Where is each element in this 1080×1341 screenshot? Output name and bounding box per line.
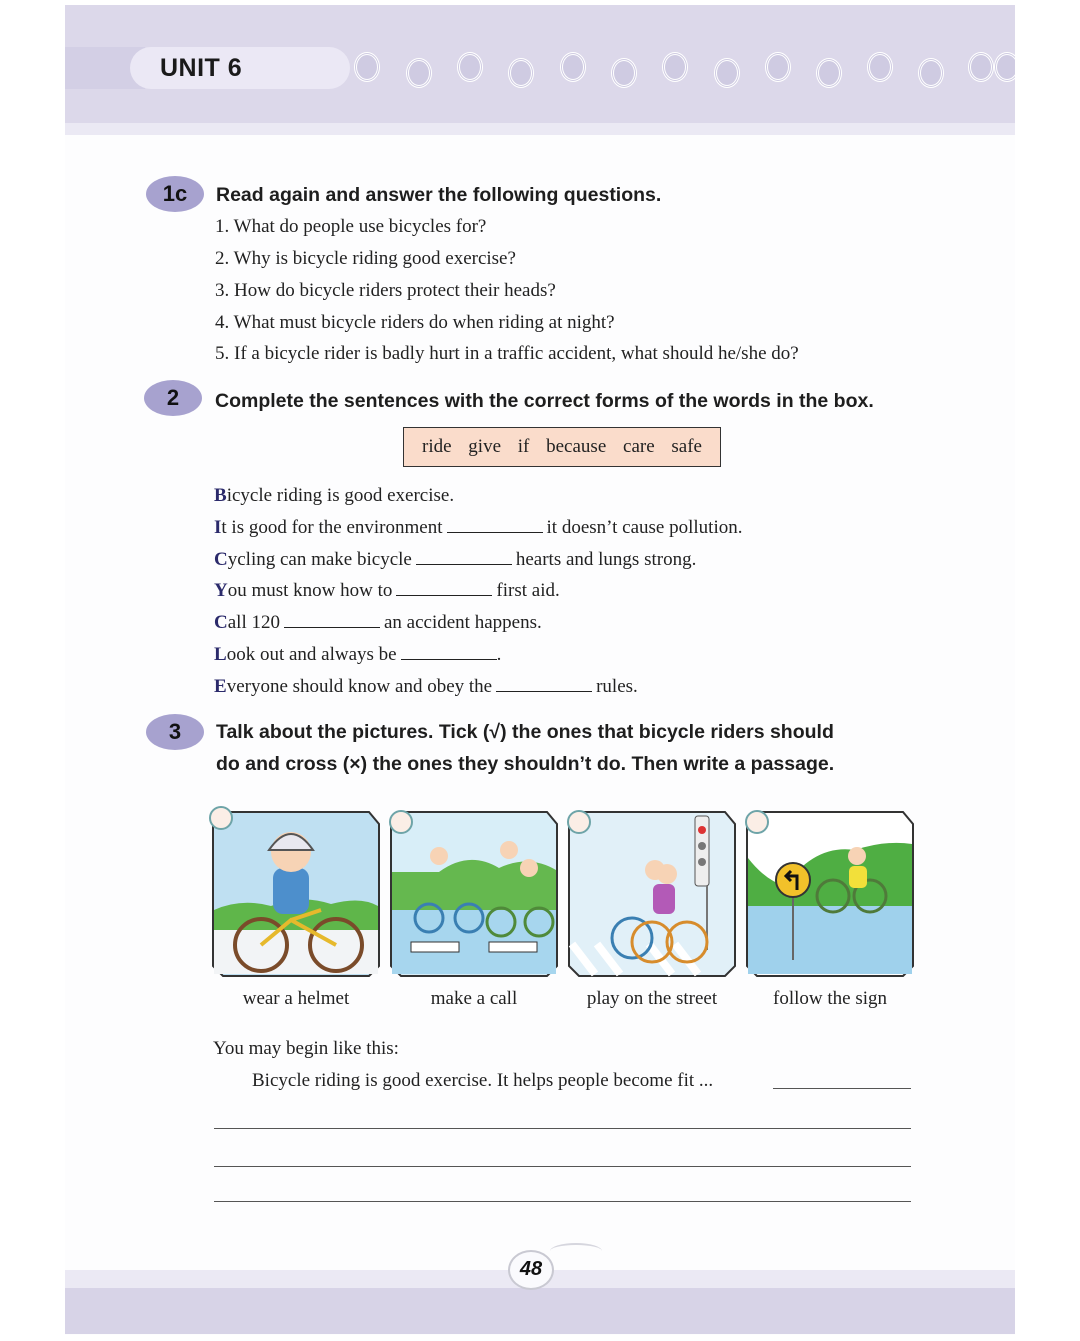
question-item: 5. If a bicycle rider is badly hurt in a traffic accident, what should he/she do? <box>215 343 799 364</box>
sentence <box>214 517 742 539</box>
word-box <box>403 427 721 467</box>
picture-caption: wear a helmet <box>242 988 350 1009</box>
answer-blank[interactable] <box>401 645 497 660</box>
ring-icon <box>994 52 1015 82</box>
ring-icon <box>354 52 380 82</box>
sentence-text: hearts and lungs strong. <box>515 549 697 570</box>
tick-circle[interactable] <box>209 806 233 830</box>
section-1c-instruction: Read again and answer the following questions. <box>216 184 662 206</box>
sentence <box>214 549 696 571</box>
tick-circle[interactable] <box>745 810 769 834</box>
sentence-initial: C <box>214 549 228 570</box>
sentence <box>214 612 542 634</box>
binder-rings <box>350 48 1015 96</box>
picture-caption: play on the street <box>586 988 718 1009</box>
ring-icon <box>508 58 534 88</box>
answer-blank[interactable] <box>496 677 592 692</box>
sentence-initial: C <box>214 612 228 633</box>
tick-circle[interactable] <box>389 810 413 834</box>
word-box-item: ride <box>422 436 452 457</box>
picture-make-call <box>389 810 559 978</box>
sentence <box>214 676 638 698</box>
sentence-text: t is good for the environment <box>221 517 443 538</box>
word-box-item: give <box>468 436 502 457</box>
writing-line[interactable] <box>214 1166 911 1167</box>
ring-icon <box>918 58 944 88</box>
sentence <box>214 485 454 507</box>
page-number: 48 <box>508 1250 554 1290</box>
tick-circle[interactable] <box>567 810 591 834</box>
traffic-sign-illustration <box>745 810 915 978</box>
sentence-text: all 120 <box>227 612 280 633</box>
picture-caption: make a call <box>430 988 518 1009</box>
phone-call-riders-illustration <box>389 810 559 978</box>
sentence-text: ou must know how to <box>227 580 393 601</box>
begin-text: Bicycle riding is good exercise. It helps people become fit ... <box>252 1070 714 1091</box>
answer-blank[interactable] <box>416 550 512 565</box>
section-badge-3: 3 <box>146 714 204 750</box>
header-strip <box>65 123 1015 135</box>
sentence-text: it doesn’t cause pollution. <box>546 517 743 538</box>
ring-icon <box>765 52 791 82</box>
sentence-text: ook out and always be <box>226 644 397 665</box>
street-play-illustration <box>567 810 737 978</box>
section-3-instruction-line2: do and cross (×) the ones they shouldn’t do. Then write a passage. <box>216 753 835 775</box>
ring-icon <box>611 58 637 88</box>
sentence-text: an accident happens. <box>383 612 542 633</box>
word-box-item: because <box>546 436 607 457</box>
sentence-initial: L <box>214 644 227 665</box>
sentence-initial: B <box>214 485 227 506</box>
question-item: 4. What must bicycle riders do when riding at night? <box>215 312 615 333</box>
sentence <box>214 644 501 666</box>
ring-icon <box>560 52 586 82</box>
sentence-initial: I <box>214 517 222 538</box>
word-box-item: safe <box>671 436 702 457</box>
begin-label: You may begin like this: <box>213 1038 399 1059</box>
sentence-initial: E <box>214 676 227 697</box>
writing-line[interactable] <box>214 1128 911 1129</box>
sentence-initial: Y <box>214 580 228 601</box>
ring-icon <box>816 58 842 88</box>
ring-icon <box>406 58 432 88</box>
word-box-item: care <box>623 436 655 457</box>
section-3-instruction-line1: Talk about the pictures. Tick (√) the ones that bicycle riders should <box>216 721 834 743</box>
word-box-item: if <box>517 436 530 457</box>
helmet-rider-illustration <box>211 810 381 978</box>
section-badge-2: 2 <box>144 380 202 416</box>
picture-play-street <box>567 810 737 978</box>
section-badge-1c: 1c <box>146 176 204 212</box>
ring-icon <box>968 52 994 82</box>
ring-icon <box>714 58 740 88</box>
question-item: 2. Why is bicycle riding good exercise? <box>215 248 516 269</box>
ring-icon <box>457 52 483 82</box>
writing-line[interactable] <box>214 1201 911 1202</box>
writing-line[interactable] <box>773 1088 911 1089</box>
sentence-text: rules. <box>596 676 638 697</box>
answer-blank[interactable] <box>396 581 492 596</box>
answer-blank[interactable] <box>284 613 380 628</box>
sentence-text: first aid. <box>496 580 560 601</box>
question-item: 3. How do bicycle riders protect their heads? <box>215 280 556 301</box>
sentence-text: . <box>496 644 502 665</box>
sentence-text: icycle riding is good exercise. <box>226 485 455 506</box>
picture-caption: follow the sign <box>773 988 887 1009</box>
picture-wear-helmet <box>211 810 381 978</box>
picture-follow-sign <box>745 810 915 978</box>
ring-icon <box>662 52 688 82</box>
sentence <box>214 580 560 602</box>
answer-blank[interactable] <box>447 518 543 533</box>
ring-icon <box>867 52 893 82</box>
footer-band <box>65 1288 1015 1334</box>
swoosh-decoration <box>550 1243 602 1259</box>
question-item: 1. What do people use bicycles for? <box>215 216 487 237</box>
section-2-instruction: Complete the sentences with the correct forms of the words in the box. <box>215 390 874 412</box>
sentence-text: veryone should know and obey the <box>226 676 493 697</box>
sentence-text: ycling can make bicycle <box>227 549 412 570</box>
unit-title: UNIT 6 <box>160 54 243 82</box>
